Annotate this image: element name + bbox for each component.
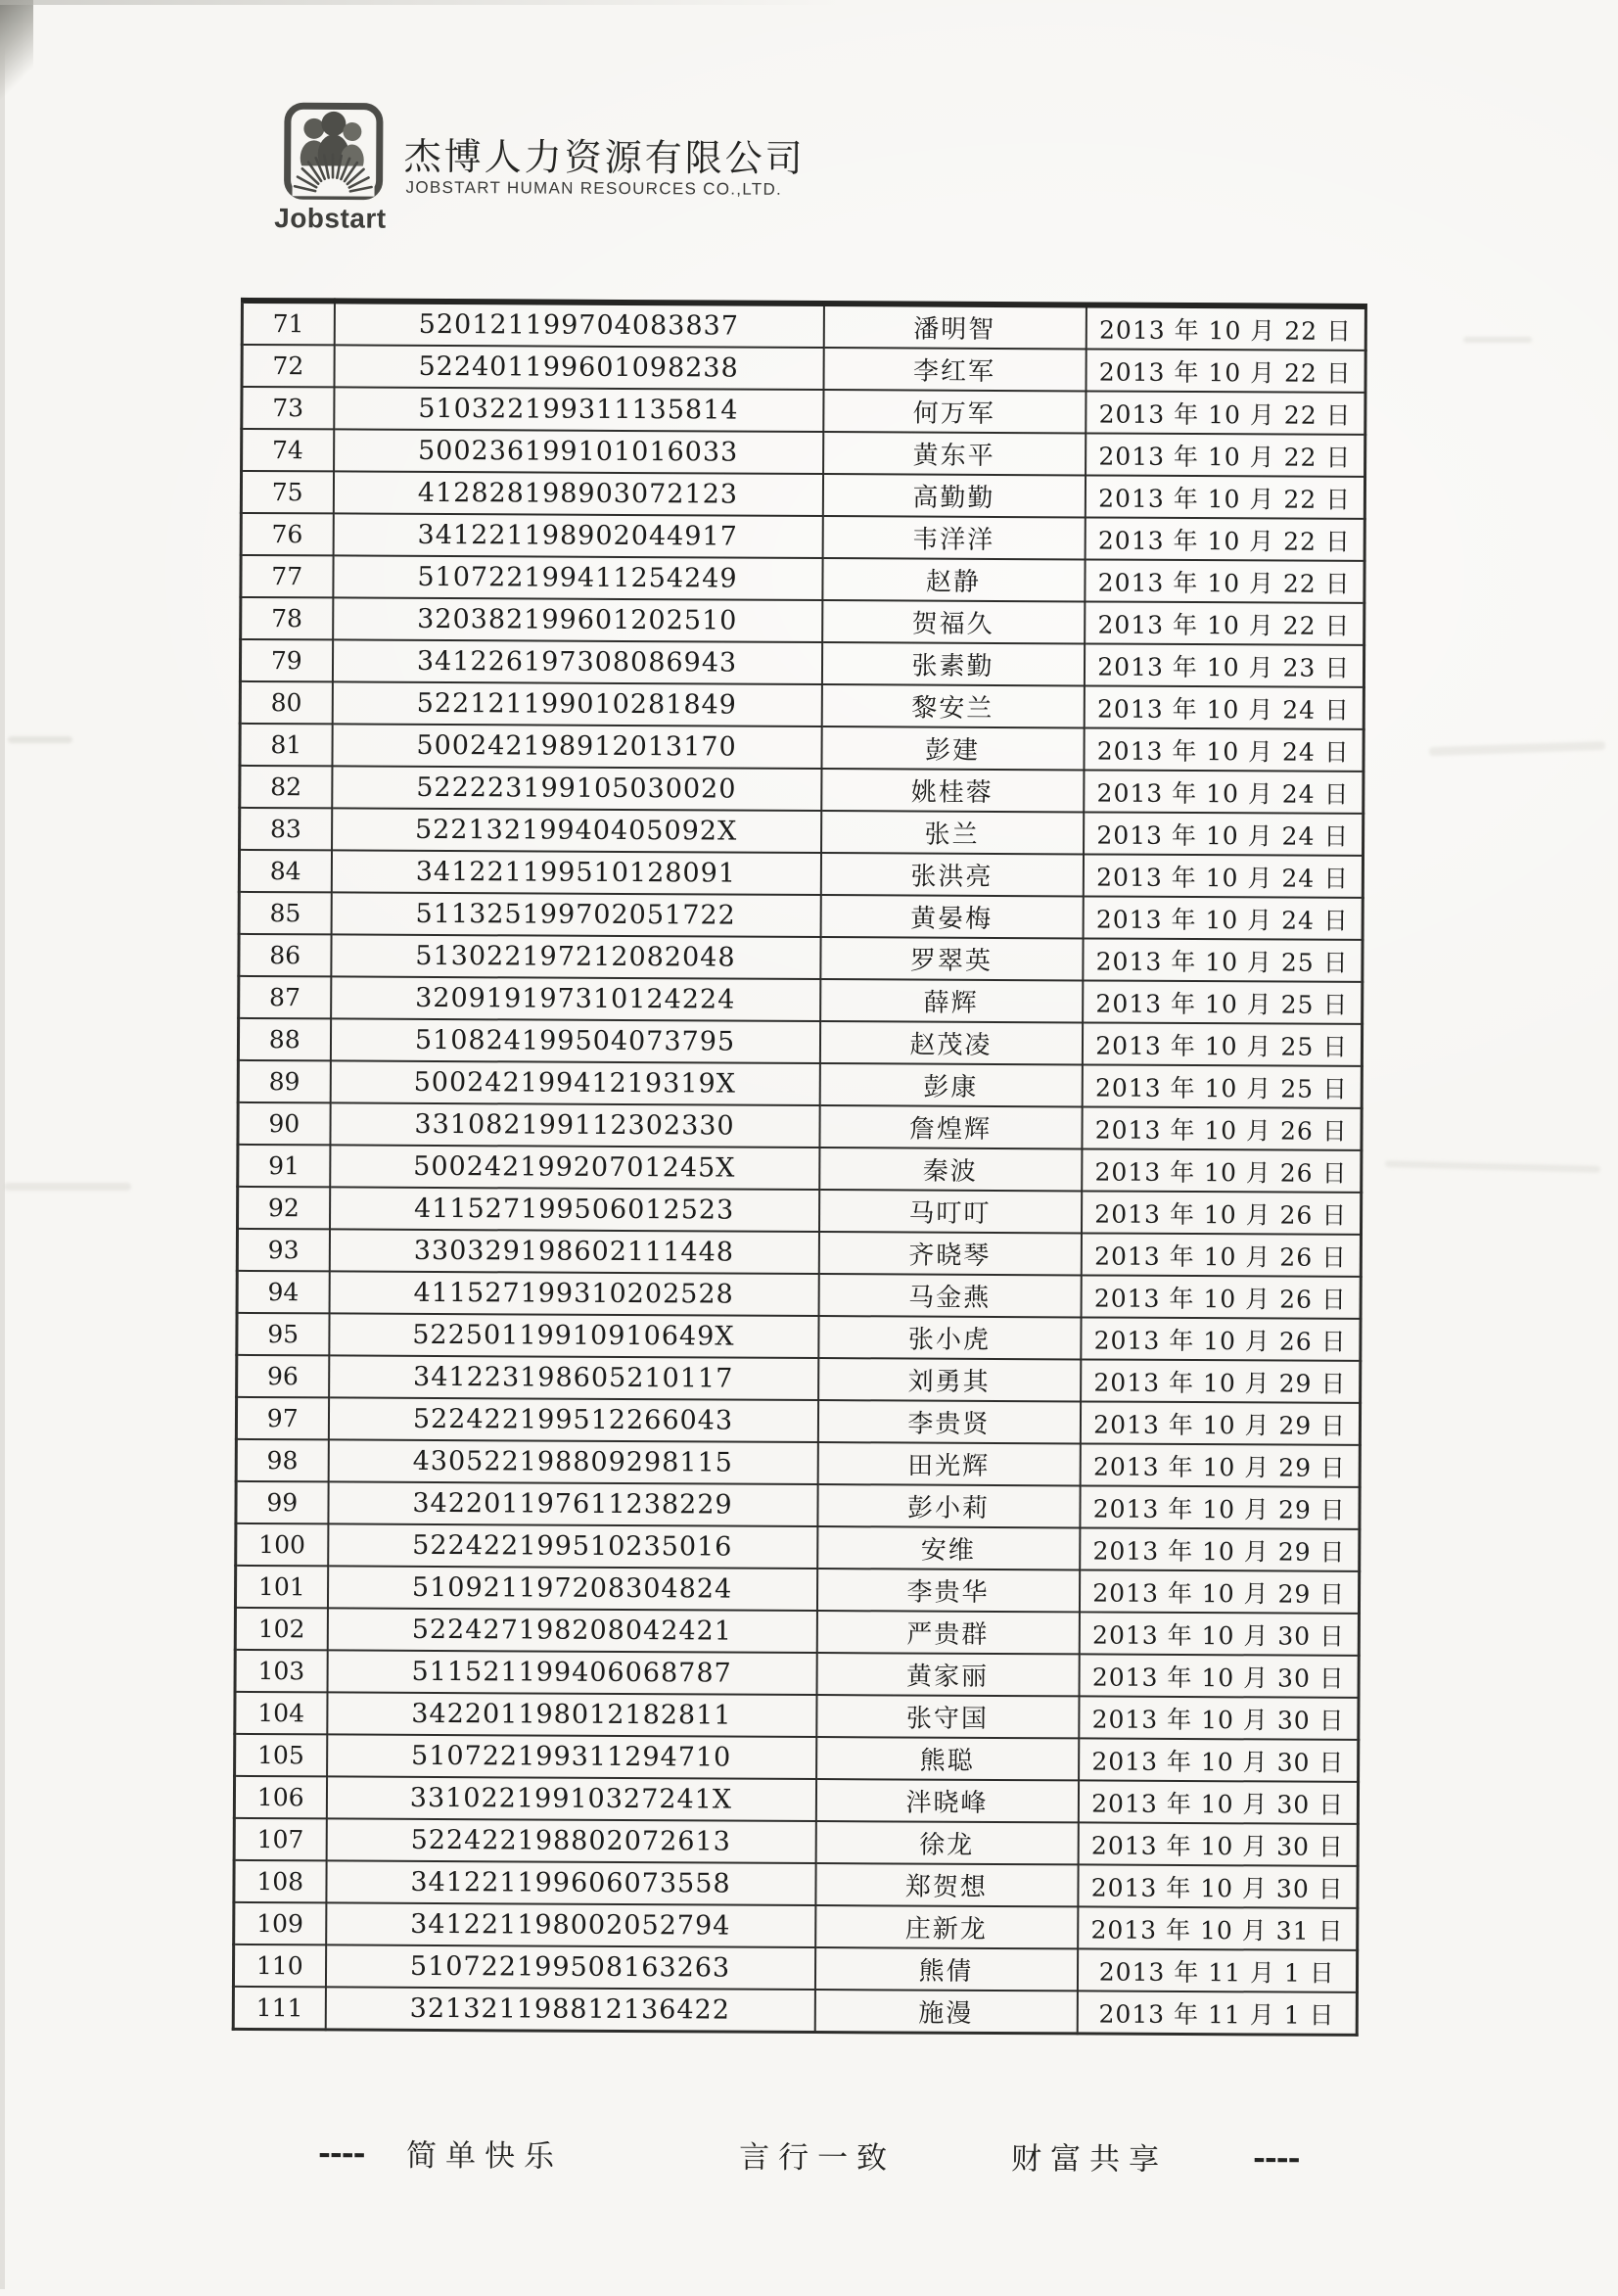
row-number: 98	[236, 1439, 328, 1481]
footer-slogan-1: 简单快乐	[406, 2131, 563, 2176]
person-name: 熊倩	[814, 1947, 1077, 1991]
table-row	[235, 1566, 1359, 1614]
id-number: 342201197611238229	[328, 1481, 817, 1526]
person-name: 彭康	[819, 1063, 1082, 1106]
table-row	[240, 681, 1364, 729]
id-number: 511325199702051722	[331, 892, 820, 937]
table-row	[241, 597, 1364, 645]
id-number: 321321198812136422	[325, 1987, 814, 2032]
row-number: 80	[240, 681, 332, 724]
person-name: 秦波	[819, 1148, 1082, 1191]
registration-date: 2013 年 10 月 22 日	[1085, 517, 1364, 560]
company-name-en: JOBSTART HUMAN RESOURCES CO.,LTD.	[406, 178, 783, 200]
id-number: 510824199504073795	[330, 1018, 819, 1063]
person-name: 熊聪	[816, 1737, 1079, 1780]
person-name: 黎安兰	[821, 684, 1084, 727]
id-number: 510722199411254249	[333, 555, 822, 600]
registration-date: 2013 年 10 月 26 日	[1082, 1148, 1362, 1192]
row-number: 95	[237, 1313, 329, 1355]
person-name: 赵静	[822, 558, 1085, 601]
registration-date: 2013 年 11 月 1 日	[1077, 1948, 1357, 1991]
row-number: 101	[235, 1566, 327, 1608]
registration-date: 2013 年 10 月 30 日	[1078, 1864, 1358, 1907]
person-name: 李贵贤	[817, 1400, 1080, 1443]
table-row	[239, 892, 1363, 940]
person-name: 刘勇其	[818, 1358, 1081, 1401]
row-number: 73	[242, 387, 334, 429]
registration-date: 2013 年 10 月 25 日	[1082, 1022, 1362, 1065]
registration-date: 2013 年 10 月 24 日	[1083, 896, 1363, 939]
id-number: 341221199510128091	[331, 850, 820, 895]
id-number: 320919197310124224	[331, 976, 820, 1021]
id-number: 341221198002052794	[326, 1902, 815, 1947]
row-number: 106	[234, 1776, 326, 1818]
registration-date: 2013 年 10 月 29 日	[1081, 1359, 1361, 1402]
id-number: 411527199506012523	[329, 1187, 818, 1232]
person-name: 李贵华	[816, 1569, 1079, 1612]
id-number: 341221198902044917	[333, 513, 822, 558]
person-name: 齐晓琴	[818, 1232, 1081, 1275]
registration-date: 2013 年 11 月 1 日	[1077, 1991, 1357, 2035]
table-row	[237, 1271, 1361, 1319]
person-name: 罗翠英	[820, 937, 1083, 980]
registration-date: 2013 年 10 月 30 日	[1079, 1738, 1359, 1781]
person-name: 庄新龙	[815, 1905, 1078, 1948]
row-number: 108	[234, 1860, 326, 1902]
person-name: 泮晓峰	[815, 1779, 1078, 1822]
id-number: 510722199508163263	[325, 1945, 814, 1990]
row-number: 82	[240, 766, 332, 808]
person-name: 安维	[817, 1526, 1080, 1570]
id-number: 341223198605210117	[329, 1355, 818, 1400]
table-row	[239, 934, 1363, 982]
row-number: 81	[240, 724, 332, 766]
table-row	[242, 345, 1365, 393]
id-number: 52250119910910649X	[329, 1313, 818, 1358]
person-name: 马金燕	[818, 1274, 1081, 1317]
registration-date: 2013 年 10 月 26 日	[1081, 1233, 1361, 1276]
registration-date: 2013 年 10 月 22 日	[1086, 433, 1365, 476]
person-name: 张兰	[821, 811, 1084, 854]
id-number: 510322199311135814	[334, 387, 823, 432]
row-number: 110	[233, 1945, 325, 1987]
row-number: 109	[234, 1902, 326, 1945]
person-name: 张洪亮	[820, 853, 1083, 896]
person-name: 黄家丽	[816, 1653, 1079, 1696]
table-row	[241, 513, 1364, 561]
registration-date: 2013 年 10 月 22 日	[1085, 601, 1364, 644]
table-row	[237, 1313, 1361, 1361]
table-row	[236, 1397, 1360, 1445]
registration-date: 2013 年 10 月 24 日	[1084, 685, 1364, 728]
registration-date: 2013 年 10 月 26 日	[1081, 1191, 1361, 1234]
registration-date: 2013 年 10 月 22 日	[1086, 305, 1365, 350]
footer-slogan-3: 财富共享	[1011, 2133, 1168, 2179]
table-row	[237, 1187, 1361, 1235]
table-row	[240, 724, 1364, 772]
table-row	[242, 429, 1365, 477]
roster-table-body	[233, 301, 1365, 2035]
row-number: 85	[239, 892, 331, 934]
registration-date: 2013 年 10 月 22 日	[1086, 349, 1365, 392]
table-row	[234, 1860, 1358, 1908]
footer-slogans	[0, 2129, 1608, 2186]
registration-date: 2013 年 10 月 25 日	[1083, 980, 1363, 1023]
row-number: 92	[237, 1187, 329, 1229]
registration-date: 2013 年 10 月 26 日	[1081, 1317, 1361, 1360]
id-number: 500242198912013170	[332, 724, 821, 769]
row-number: 75	[241, 471, 333, 513]
registration-date: 2013 年 10 月 25 日	[1082, 1064, 1362, 1107]
registration-date: 2013 年 10 月 30 日	[1079, 1654, 1359, 1697]
table-row	[234, 1818, 1358, 1866]
table-row	[235, 1650, 1359, 1698]
id-number: 430522198809298115	[328, 1439, 817, 1484]
row-number: 94	[237, 1271, 329, 1313]
row-number: 102	[235, 1608, 327, 1650]
id-number: 522422199512266043	[328, 1397, 817, 1442]
jobstart-logo-icon	[281, 101, 386, 202]
row-number: 76	[241, 513, 333, 555]
registration-date: 2013 年 10 月 31 日	[1078, 1906, 1358, 1949]
table-row	[238, 1018, 1362, 1066]
row-number: 88	[238, 1018, 330, 1060]
id-number: 331082199112302330	[330, 1102, 819, 1148]
table-row	[237, 1229, 1361, 1277]
registration-date: 2013 年 10 月 30 日	[1079, 1696, 1359, 1739]
table-row	[237, 1355, 1361, 1403]
id-number: 522223199105030020	[332, 766, 821, 811]
registration-date: 2013 年 10 月 24 日	[1083, 854, 1363, 897]
row-number: 105	[235, 1734, 327, 1776]
person-name: 张小虎	[818, 1316, 1081, 1359]
row-number: 74	[242, 429, 334, 471]
table-row	[242, 387, 1365, 435]
person-name: 马叮叮	[818, 1190, 1081, 1233]
person-name: 韦洋洋	[822, 516, 1085, 559]
logo-wordmark: Jobstart	[250, 203, 410, 235]
person-name: 郑贺想	[815, 1863, 1078, 1906]
person-name: 潘明智	[823, 304, 1086, 349]
table-row	[233, 1945, 1357, 1992]
registration-date: 2013 年 10 月 29 日	[1079, 1570, 1359, 1613]
table-row	[236, 1523, 1360, 1571]
row-number: 77	[241, 555, 333, 597]
roster-table	[232, 298, 1367, 2037]
id-number: 342201198012182811	[327, 1692, 816, 1737]
row-number: 71	[242, 301, 334, 345]
row-number: 84	[239, 850, 331, 892]
id-number: 522121199010281849	[332, 681, 821, 726]
id-number: 520121199704083837	[334, 301, 823, 348]
id-number: 522427198208042421	[327, 1608, 816, 1653]
id-number: 511521199406068787	[327, 1650, 816, 1695]
person-name: 彭建	[821, 726, 1084, 770]
id-number: 411527199310202528	[329, 1271, 818, 1316]
person-name: 施漫	[814, 1990, 1077, 2034]
id-number: 513022197212082048	[331, 934, 820, 979]
registration-date: 2013 年 10 月 29 日	[1080, 1485, 1360, 1528]
table-row	[235, 1692, 1359, 1740]
table-row	[233, 1987, 1357, 2036]
id-number: 510921197208304824	[327, 1566, 816, 1611]
row-number: 91	[238, 1145, 330, 1187]
person-name: 严贵群	[816, 1611, 1079, 1654]
row-number: 107	[234, 1818, 326, 1860]
id-number: 522401199601098238	[334, 345, 823, 390]
row-number: 86	[239, 934, 331, 976]
person-name: 彭小莉	[817, 1484, 1080, 1527]
registration-date: 2013 年 10 月 29 日	[1080, 1401, 1360, 1444]
table-row	[234, 1776, 1358, 1824]
person-name: 赵茂凌	[819, 1021, 1082, 1064]
table-row	[238, 1102, 1362, 1150]
id-number: 522422198802072613	[326, 1818, 815, 1863]
id-number: 320382199601202510	[333, 597, 822, 642]
footer-slogan-2: 言行一致	[739, 2132, 896, 2178]
registration-date: 2013 年 10 月 24 日	[1084, 727, 1364, 771]
registration-date: 2013 年 10 月 26 日	[1082, 1106, 1362, 1149]
registration-date: 2013 年 10 月 22 日	[1086, 391, 1365, 434]
table-row	[241, 471, 1364, 519]
person-name: 姚桂蓉	[821, 769, 1084, 812]
person-name: 薛辉	[820, 979, 1083, 1022]
table-row	[236, 1481, 1360, 1529]
table-row	[240, 639, 1364, 687]
registration-date: 2013 年 10 月 29 日	[1080, 1443, 1360, 1486]
company-name-zh: 杰博人力资源有限公司	[404, 126, 806, 182]
row-number: 100	[236, 1523, 328, 1566]
registration-date: 2013 年 10 月 29 日	[1080, 1527, 1360, 1570]
row-number: 99	[236, 1481, 328, 1523]
person-name: 田光辉	[817, 1442, 1080, 1485]
registration-date: 2013 年 10 月 24 日	[1084, 770, 1364, 813]
id-number: 33102219910327241X	[326, 1776, 815, 1821]
row-number: 111	[233, 1987, 325, 2030]
table-row	[236, 1439, 1360, 1487]
id-number: 510722199311294710	[327, 1734, 816, 1779]
person-name: 黄东平	[823, 432, 1086, 475]
person-name: 李红军	[823, 348, 1086, 391]
id-number: 522422199510235016	[328, 1523, 817, 1569]
table-row	[240, 808, 1364, 856]
registration-date: 2013 年 10 月 26 日	[1081, 1275, 1361, 1318]
id-number: 50024219920701245X	[330, 1145, 819, 1190]
row-number: 96	[237, 1355, 329, 1397]
person-name: 詹煌辉	[819, 1105, 1082, 1148]
registration-date: 2013 年 10 月 30 日	[1079, 1612, 1359, 1655]
table-row	[241, 555, 1364, 603]
table-row	[239, 976, 1363, 1024]
person-name: 张素勤	[821, 642, 1084, 685]
table-row	[238, 1145, 1362, 1193]
id-number: 52213219940405092X	[332, 808, 821, 853]
registration-date: 2013 年 10 月 23 日	[1084, 643, 1364, 686]
person-name: 何万军	[823, 390, 1086, 433]
registration-date: 2013 年 10 月 30 日	[1078, 1822, 1358, 1865]
footer-dashes-left: ----	[318, 2135, 365, 2171]
id-number: 341226197308086943	[332, 639, 821, 684]
person-name: 张守国	[816, 1695, 1079, 1738]
table-row	[235, 1734, 1359, 1782]
person-name: 徐龙	[815, 1821, 1078, 1864]
registration-date: 2013 年 10 月 30 日	[1078, 1780, 1358, 1823]
id-number: 341221199606073558	[326, 1860, 815, 1905]
row-number: 93	[237, 1229, 329, 1271]
footer-dashes-right: ----	[1253, 2140, 1300, 2176]
registration-date: 2013 年 10 月 22 日	[1085, 559, 1364, 602]
registration-date: 2013 年 10 月 22 日	[1085, 475, 1364, 518]
row-number: 103	[235, 1650, 327, 1692]
row-number: 89	[238, 1060, 330, 1102]
row-number: 87	[239, 976, 331, 1018]
row-number: 78	[241, 597, 333, 639]
row-number: 79	[240, 639, 332, 681]
table-row	[239, 850, 1363, 898]
id-number: 500236199101016033	[334, 429, 823, 474]
id-number: 50024219941219319X	[330, 1060, 819, 1105]
table-row	[235, 1608, 1359, 1656]
table-row	[242, 301, 1365, 351]
person-name: 贺福久	[822, 600, 1085, 643]
row-number: 90	[238, 1102, 330, 1145]
table-row	[240, 766, 1364, 814]
person-name: 黄晏梅	[820, 895, 1083, 938]
registration-date: 2013 年 10 月 25 日	[1083, 938, 1363, 981]
registration-date: 2013 年 10 月 24 日	[1084, 812, 1364, 855]
row-number: 83	[240, 808, 332, 850]
row-number: 72	[242, 345, 334, 387]
row-number: 104	[235, 1692, 327, 1734]
table-row	[234, 1902, 1358, 1950]
person-name: 高勤勤	[822, 474, 1085, 517]
id-number: 412828198903072123	[333, 471, 822, 516]
id-number: 330329198602111448	[329, 1229, 818, 1274]
row-number: 97	[236, 1397, 328, 1439]
table-row	[238, 1060, 1362, 1108]
